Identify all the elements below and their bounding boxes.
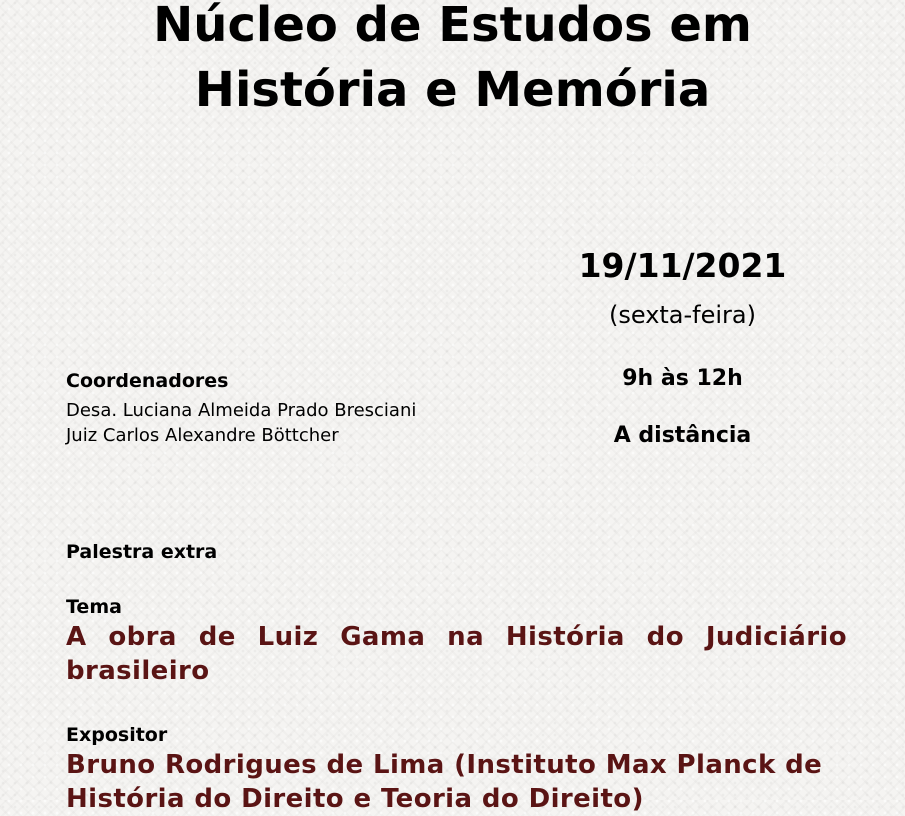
coordinator-name: Desa. Luciana Almeida Prado Bresciani: [66, 400, 417, 421]
coordinators-label: Coordenadores: [66, 370, 229, 392]
coordinator-name: Juiz Carlos Alexandre Böttcher: [66, 425, 339, 446]
event-date: 19/11/2021: [578, 246, 787, 285]
page-title-line-1: Núcleo de Estudos em: [153, 0, 752, 53]
talk-type: Palestra extra: [66, 541, 218, 563]
theme-label: Tema: [66, 596, 122, 618]
speaker-text: Bruno Rodrigues de Lima (Instituto Max Planck de História do Direito e Teoria do Direito): [66, 750, 823, 814]
theme-text: A obra de Luiz Gama na História do Judiciário brasileiro: [66, 622, 847, 686]
page-title-line-2: História e Memória: [194, 62, 711, 118]
event-time: 9h às 12h: [622, 366, 743, 391]
speaker-label: Expositor: [66, 724, 168, 746]
event-weekday: (sexta-feira): [608, 301, 756, 329]
event-mode: A distância: [613, 423, 752, 448]
